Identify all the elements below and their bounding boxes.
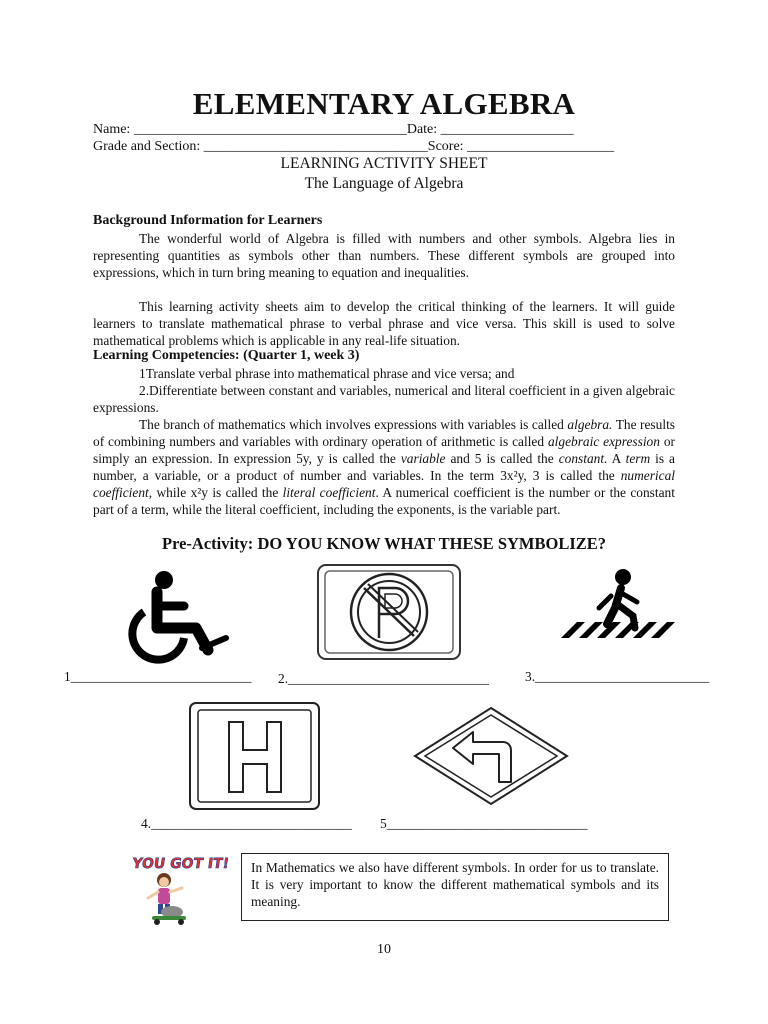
score-field[interactable]: _____________________ — [467, 139, 615, 154]
hospital-icon — [189, 702, 320, 810]
background-text-1: The wonderful world of Algebra is filled with numbers and other symbols. Algebra lies in representing quantities as symbols other than numbers. These different symbols are grouped into expressions, which in turn bring meaning to equation and inequalities. — [93, 231, 675, 280]
def-text: is a number, a variable, or a product of number and variables. In the term 3x²y, 3 is called the — [93, 451, 675, 483]
pedestrian-crossing-icon — [555, 568, 685, 642]
def-text: The branch of mathematics which involves expressions with variables is called — [139, 417, 568, 432]
background-paragraph-2 — [93, 298, 675, 349]
pre-activity-heading — [0, 534, 768, 554]
date-field[interactable]: ___________________ — [440, 122, 574, 137]
definitions-paragraph — [93, 416, 675, 518]
term-variable: variable — [400, 451, 446, 466]
term-literal-coefficient: literal coefficient — [282, 485, 376, 500]
you-got-it-badge-text: YOU GOT IT! — [131, 856, 231, 872]
name-label: Name: — [93, 122, 134, 137]
turn-left-sign-icon — [413, 706, 569, 806]
topic-title: The Language of Algebra — [304, 175, 464, 192]
page-number: 10 — [377, 942, 391, 957]
def-text: , while x²y is called the — [148, 485, 283, 500]
wheelchair-icon — [114, 568, 234, 654]
def-text: A — [607, 451, 626, 466]
background-heading: Background Information for Learners — [93, 213, 323, 228]
term-algebra: algebra. — [567, 417, 613, 432]
competency-item-2: 2.Differentiate between constant and variables, numerical and literal coefficient in a given algebraic expressions. — [93, 383, 675, 415]
no-parking-icon — [317, 564, 461, 660]
term-constant: constant. — [558, 451, 608, 466]
page-title: ELEMENTARY ALGEBRA — [192, 86, 576, 121]
grade-field[interactable]: ________________________________ — [203, 139, 428, 154]
competencies-list — [93, 365, 675, 416]
answer-blank-3[interactable]: 3.__________________________ — [525, 669, 710, 684]
background-text-2: This learning activity sheets aim to develop the critical thinking of the learners. It will guide learners to translate mathematical phrase to verbal phrase and vice versa. This skill is used to solve mathematical problems which is applicable in any real-life situation. — [93, 299, 675, 348]
pre-activity-label: Pre-Activity: — [161, 534, 254, 553]
note-box — [241, 853, 669, 921]
pre-activity-question: DO YOU KNOW WHAT THESE SYMBOLIZE? — [253, 534, 607, 553]
background-paragraph-1 — [93, 230, 675, 281]
def-text: or simply an expression. In expression 5y, y is called the — [93, 434, 675, 466]
def-text: The results of combining numbers and variables with ordinary operation of arithmetic is called — [93, 417, 675, 449]
competency-item-1: 1Translate verbal phrase into mathematical phrase and vice versa; and — [139, 366, 515, 381]
term-term: term — [625, 451, 651, 466]
answer-blank-4[interactable]: 4.______________________________ — [141, 816, 352, 831]
grade-label: Grade and Section: — [93, 139, 204, 154]
answer-blank-5[interactable]: 5______________________________ — [380, 816, 588, 831]
date-label: Date: — [406, 122, 441, 137]
you-got-it-icon — [131, 852, 231, 926]
note-text: In Mathematics we also have different symbols. In order for us to translate. It is very important to know the different mathematical symbols and its meaning. — [251, 860, 659, 909]
term-algebraic-expression: algebraic expression — [547, 434, 660, 449]
term-numerical-coefficient: numerical coefficient — [93, 468, 675, 500]
answer-blank-2[interactable]: 2.______________________________ — [278, 671, 489, 686]
def-text: and 5 is called the — [445, 451, 559, 466]
competencies-heading: Learning Competencies: (Quarter 1, week 3) — [93, 348, 360, 363]
name-date-line — [93, 121, 574, 138]
grade-score-line — [93, 138, 614, 155]
def-text: . A numerical coefficient is the number or the constant part of a term, while the literal coefficient, including the exponents, is the variable part. — [93, 485, 675, 517]
definitions-text — [93, 416, 675, 518]
answer-blank-1[interactable]: 1___________________________ — [64, 669, 252, 684]
score-label: Score: — [427, 139, 468, 154]
sheet-label: LEARNING ACTIVITY SHEET — [280, 155, 488, 172]
name-field[interactable]: _______________________________________ — [133, 122, 407, 137]
